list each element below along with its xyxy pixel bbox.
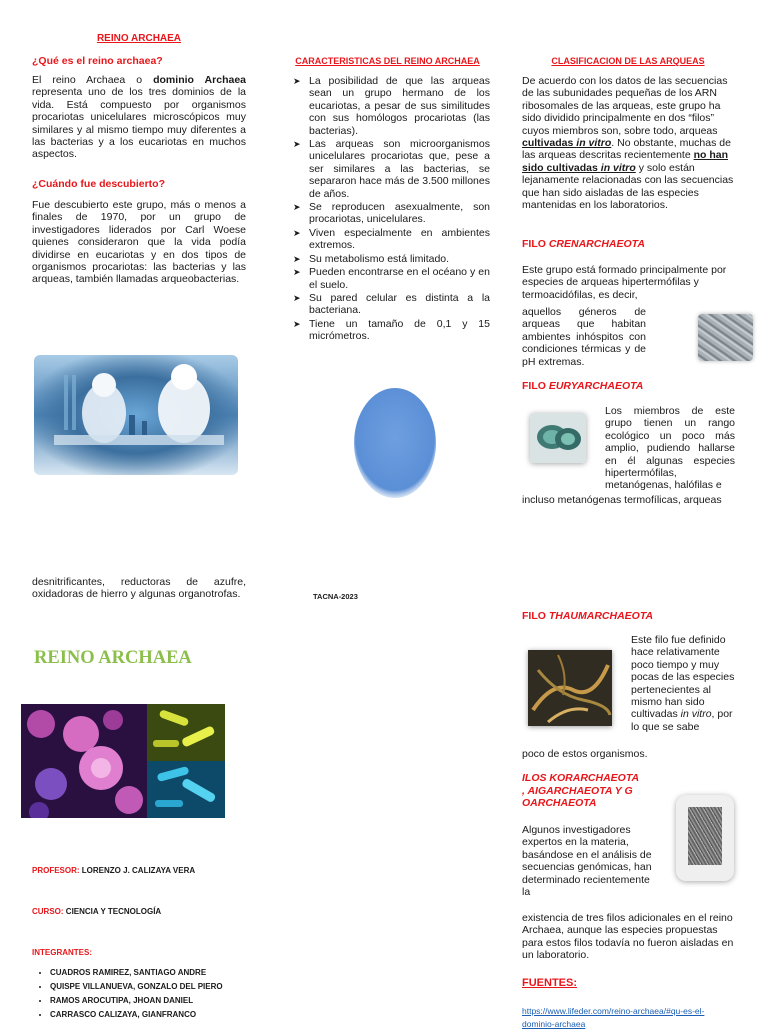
intro-not-cultivated: no han sido cultivadas: [522, 149, 729, 174]
list-item: [293, 201, 490, 226]
arrow-bullet-icon: ➤: [293, 139, 301, 150]
curso-label: CURSO:: [32, 907, 64, 916]
korarchaeota-texture: [688, 807, 722, 865]
filo-name: CRENARCHAEOTA: [548, 238, 645, 250]
characteristics-list-container: [293, 75, 490, 344]
arrow-bullet-icon: ➤: [293, 253, 301, 264]
cover-title: REINO ARCHAEA: [34, 648, 192, 668]
list-item: [293, 227, 490, 252]
filo-name: EURYARCHAEOTA: [548, 380, 644, 392]
profesor-line: [32, 866, 195, 875]
members-container: [24, 966, 264, 1022]
tacna-footer: TACNA-2023: [313, 592, 358, 601]
arrow-bullet-icon: ➤: [293, 292, 301, 303]
list-item: [293, 253, 490, 265]
reino-archaea-heading: REINO ARCHAEA: [96, 33, 182, 44]
source-link-line1[interactable]: https://www.lifeder.com/reino-archaea/#qu-es-el-: [522, 1006, 705, 1016]
bullet-text: Se reproducen asexualmente, son procariotas, unicelulares.: [309, 201, 490, 226]
intro-in-vitro-2: in vitro: [600, 161, 636, 174]
filo-prefix: FILO: [522, 610, 549, 622]
discovery-paragraph: Fue descubierto este grupo, más o menos a finales de 1970, por un grupo de investigadores liderados por Carl Woese quienes consideraron que la vida podía dividirse en eucariotas y en dos tipos de organismos procariotas: las bacterias y las arqueas, también llamadas arqueobacterias.: [32, 199, 246, 286]
crenarchaeota-microscope-image: [698, 314, 753, 361]
characteristics-heading: CARACTERISTICAS DEL REINO ARCHAEA: [295, 56, 480, 66]
list-item: [293, 292, 490, 317]
filo-euryarchaeota-title: [522, 380, 643, 392]
fuentes-heading: FUENTES:: [522, 977, 577, 989]
list-item: • RAMOS AROCUTIPA, JHOAN DANIEL: [50, 994, 264, 1008]
cover-microbes-svg: [21, 704, 225, 818]
crenarchaeota-text-a: Este grupo está formado principalmente por especies de arqueas hipertermófilas y termoacidófilas, es decir,: [522, 264, 727, 301]
curso-value: CIENCIA Y TECNOLOGÍA: [63, 907, 162, 916]
characteristics-list: [293, 75, 490, 343]
arrow-bullet-icon: ➤: [293, 76, 301, 86]
integrantes-label: INTEGRANTES:: [32, 948, 92, 957]
question-discovered: ¿Cuándo fue descubierto?: [32, 178, 166, 190]
lab-scene-svg: [34, 355, 238, 475]
classification-intro: [522, 75, 734, 211]
col1-continuation-paragraph: desnitrificantes, reductoras de azufre, oxidadoras de hierro y algunas organotrofas.: [32, 576, 246, 601]
thaumarchaeota-filaments-image: [528, 650, 612, 726]
intro-in-vitro-1: in vitro: [576, 137, 612, 150]
filos-korarchaeota-title: [522, 772, 639, 810]
filo4-title-line2: , AIGARCHAEOTA Y G: [522, 784, 633, 797]
euryarchaeota-text-b: incluso metanógenas termofílicas, arqueas: [522, 494, 722, 506]
korarchaeota-text-b: existencia de tres filos adicionales en el reino Archaea, aunque las especies propuestas para estos filos todavía no fueron aisladas en un laboratorio.: [522, 912, 734, 962]
profesor-value: LORENZO J. CALIZAYA VERA: [79, 866, 196, 875]
intro-text-c: . No obstante, muchas de las arqueas descritas recientemente: [522, 137, 731, 162]
arrow-bullet-icon: ➤: [293, 227, 301, 238]
arrow-bullet-icon: ➤: [293, 318, 301, 329]
thaum-text-end: , por lo que se sabe: [631, 708, 733, 733]
crenarchaeota-text-b: aquellos géneros de arqueas que habitan ambientes inhóspitos con condiciones térmicas y de pH extremas.: [522, 306, 646, 368]
definition-text-c: representa uno de los tres dominios de la vida. Está compuesto por organismos procariotas unicelulares microscópicos muy similares y al mismo tiempo muy diferentes a las bacterias y a los eucariotas en muchos aspectos.: [32, 86, 246, 161]
members-list: [24, 966, 264, 1022]
bullet-text: Su metabolismo está limitado.: [309, 252, 450, 265]
list-item: [293, 266, 490, 291]
bullet-text: Las arqueas son microorganismos unicelulares procariotas que, pese a ser similares a las bacterias, se separaron hace más de 3.500 millones de años.: [309, 138, 490, 200]
curso-line: [32, 907, 161, 916]
list-item: • CUADROS RAMIREZ, SANTIAGO ANDRE: [50, 966, 264, 980]
source-link[interactable]: [522, 1004, 752, 1030]
blue-oval-svg: [352, 386, 438, 500]
euryarchaeota-text-a: Los miembros de este grupo tienen un rango ecológico un poco más amplio, pudiendo hallarse en él algunas especies hipertermófilas, metanógenas, halófilas e: [605, 405, 735, 492]
korarchaeota-text-a: Algunos investigadores expertos en la materia, basándose en el análisis de secuencias genómicas, han determinado recientemente la: [522, 824, 652, 899]
filo4-title-line1: ILOS KORARCHAEOTA: [522, 772, 640, 784]
thaumarchaeota-filaments-svg: [528, 650, 612, 726]
list-item: [293, 75, 490, 137]
arrow-bullet-icon: ➤: [293, 202, 301, 213]
thaumarchaeota-text-b: poco de estos organismos.: [522, 748, 648, 760]
filo-prefix: FILO: [522, 380, 549, 392]
list-item: [293, 318, 490, 343]
euryarchaeota-cells-svg: [530, 413, 586, 463]
bullet-text: Viven especialmente en ambientes extremos.: [309, 226, 490, 252]
filo-name: THAUMARCHAEOTA: [548, 610, 654, 622]
definition-paragraph: [32, 74, 246, 161]
intro-text-a: De acuerdo con los datos de las secuencias de las subunidades pequeñas de los ARN ribosomales de las arqueas, este grupo ha sido dividido principalmente en dos “filos” cuyos miembros son, sobre todo, arqueas: [522, 75, 728, 137]
blue-oval-shape: [352, 386, 438, 500]
arrow-bullet-icon: ➤: [293, 267, 301, 278]
question-what-is: ¿Qué es el reino archaea?: [32, 55, 163, 67]
cover-microbes-image: [21, 704, 225, 818]
intro-text-e: y solo están lejanamente relacionadas con las secuencias que han sido aisladas de las especies mantenidas en los laboratorios.: [522, 161, 734, 212]
lab-scientists-image: [34, 355, 238, 475]
bullet-text: Pueden encontrarse en el océano y en el suelo.: [309, 266, 490, 291]
filo-prefix: FILO: [522, 238, 549, 250]
filo-crenarchaeota-title: [522, 238, 645, 250]
filo-thaumarchaeota-title: [522, 610, 653, 622]
bullet-text: Su pared celular es distinta a la bacteriana.: [309, 291, 490, 317]
list-item: [293, 138, 490, 200]
profesor-label: PROFESOR:: [32, 866, 80, 875]
list-item: • QUISPE VILLANUEVA, GONZALO DEL PIERO: [50, 980, 264, 994]
filo4-title-line3: OARCHAEOTA: [522, 797, 597, 809]
definition-text-a: El reino Archaea o: [32, 74, 154, 86]
thaum-in-vitro: in vitro: [680, 708, 712, 721]
classification-heading: CLASIFICACION DE LAS ARQUEAS: [551, 56, 705, 66]
intro-cultivated: cultivadas: [522, 137, 577, 150]
source-link-line2[interactable]: dominio-archaea: [522, 1019, 586, 1029]
definition-bold: dominio Archaea: [153, 74, 246, 86]
euryarchaeota-cell-image: [530, 413, 586, 463]
thaumarchaeota-text-a: [631, 634, 735, 733]
list-item: • CARRASCO CALIZAYA, GIANFRANCO: [50, 1008, 264, 1022]
bullet-text: Tiene un tamaño de 0,1 y 15 micrómetros.: [309, 317, 490, 343]
bullet-text: La posibilidad de que las arqueas sean un grupo hermano de los eucariotas, a pesar de sus similitudes con sus homólogos procariotas (las bacterias).: [309, 75, 490, 137]
thaum-text: Este filo fue definido hace relativamente poco tiempo y muy pocas de las especies pertenecientes al mismo han sido cultivadas: [631, 634, 735, 721]
korarchaeota-microscope-image: [676, 795, 734, 881]
